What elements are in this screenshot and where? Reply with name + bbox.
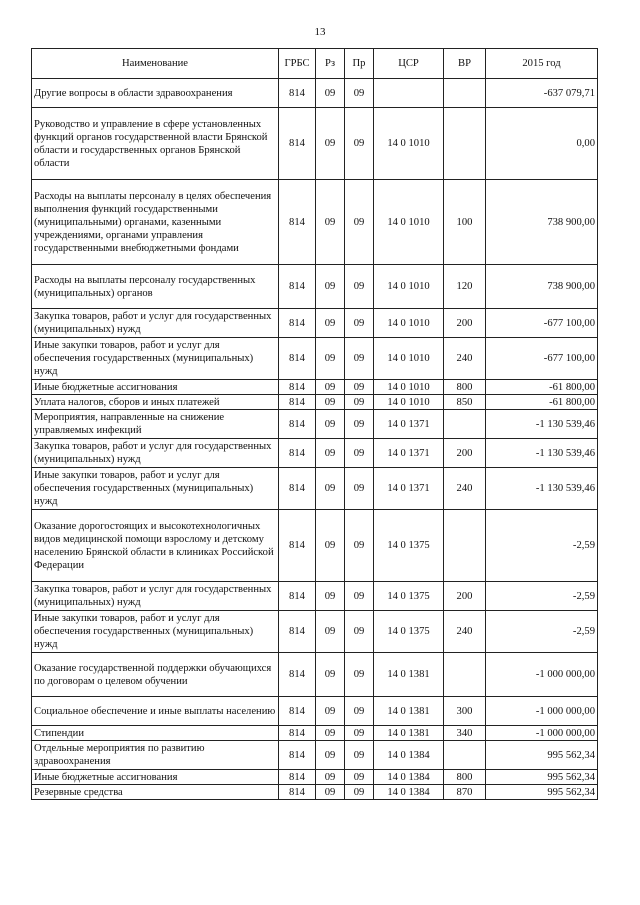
cell-vr: 240 (444, 611, 486, 653)
cell-grbs: 814 (279, 697, 316, 726)
header-grbs: ГРБС (279, 49, 316, 79)
table-row (32, 785, 598, 800)
cell-pr: 09 (345, 395, 374, 410)
cell-pr: 09 (345, 741, 374, 770)
cell-grbs: 814 (279, 582, 316, 611)
table-row (32, 380, 598, 395)
cell-rz: 09 (316, 653, 345, 697)
cell-vr: 100 (444, 180, 486, 265)
cell-vr: 340 (444, 726, 486, 741)
cell-grbs: 814 (279, 611, 316, 653)
cell-rz: 09 (316, 265, 345, 309)
cell-amount: 995 562,34 (486, 785, 598, 800)
cell-grbs: 814 (279, 439, 316, 468)
cell-amount: 738 900,00 (486, 265, 598, 309)
cell-vr: 800 (444, 770, 486, 785)
cell-grbs: 814 (279, 380, 316, 395)
cell-pr: 09 (345, 468, 374, 510)
cell-amount: 995 562,34 (486, 741, 598, 770)
cell-csr: 14 0 1375 (374, 611, 444, 653)
cell-amount: -61 800,00 (486, 395, 598, 410)
cell-name: Расходы на выплаты персоналу в целях обеспечения выполнения функций государственными (муниципальными) органами, казенными учреждениями, органами управления государственными внебюджетными фондами (32, 180, 279, 265)
cell-name: Иные бюджетные ассигнования (32, 770, 279, 785)
table-row (32, 582, 598, 611)
cell-pr: 09 (345, 510, 374, 582)
cell-csr: 14 0 1375 (374, 510, 444, 582)
header-vr: ВР (444, 49, 486, 79)
cell-pr: 09 (345, 582, 374, 611)
cell-grbs: 814 (279, 510, 316, 582)
page-number: 13 (314, 26, 326, 38)
table-row (32, 653, 598, 697)
cell-csr: 14 0 1371 (374, 439, 444, 468)
table-row (32, 410, 598, 439)
cell-rz: 09 (316, 468, 345, 510)
header-year: 2015 год (486, 49, 598, 79)
cell-csr: 14 0 1010 (374, 380, 444, 395)
cell-amount: -1 130 539,46 (486, 468, 598, 510)
cell-csr: 14 0 1381 (374, 697, 444, 726)
budget-table (31, 48, 598, 800)
cell-name: Закупка товаров, работ и услуг для государственных (муниципальных) нужд (32, 582, 279, 611)
cell-csr: 14 0 1010 (374, 180, 444, 265)
cell-csr: 14 0 1371 (374, 410, 444, 439)
cell-grbs: 814 (279, 653, 316, 697)
cell-name: Уплата налогов, сборов и иных платежей (32, 395, 279, 410)
cell-csr: 14 0 1010 (374, 309, 444, 338)
cell-rz: 09 (316, 338, 345, 380)
cell-name: Стипендии (32, 726, 279, 741)
cell-pr: 09 (345, 611, 374, 653)
cell-pr: 09 (345, 726, 374, 741)
table-row (32, 726, 598, 741)
cell-grbs: 814 (279, 180, 316, 265)
cell-pr: 09 (345, 653, 374, 697)
cell-name: Расходы на выплаты персоналу государственных (муниципальных) органов (32, 265, 279, 309)
cell-vr: 800 (444, 380, 486, 395)
cell-amount: -677 100,00 (486, 309, 598, 338)
cell-name: Иные закупки товаров, работ и услуг для обеспечения государственных (муниципальных) нужд (32, 338, 279, 380)
cell-name: Руководство и управление в сфере установленных функций органов государственной власти Брянской области и государственных органов Брянской области (32, 108, 279, 180)
cell-vr: 850 (444, 395, 486, 410)
cell-name: Иные бюджетные ассигнования (32, 380, 279, 395)
table-row (32, 770, 598, 785)
header-rz: Рз (316, 49, 345, 79)
cell-grbs: 814 (279, 108, 316, 180)
cell-amount: 738 900,00 (486, 180, 598, 265)
cell-rz: 09 (316, 108, 345, 180)
cell-pr: 09 (345, 180, 374, 265)
cell-pr: 09 (345, 380, 374, 395)
cell-name: Оказание государственной поддержки обучающихся по договорам о целевом обучении (32, 653, 279, 697)
cell-name: Закупка товаров, работ и услуг для государственных (муниципальных) нужд (32, 439, 279, 468)
cell-amount: 995 562,34 (486, 770, 598, 785)
cell-amount: -637 079,71 (486, 79, 598, 108)
cell-grbs: 814 (279, 265, 316, 309)
cell-rz: 09 (316, 410, 345, 439)
cell-name: Социальное обеспечение и иные выплаты населению (32, 697, 279, 726)
table-row (32, 79, 598, 108)
cell-rz: 09 (316, 439, 345, 468)
table-row (32, 741, 598, 770)
cell-pr: 09 (345, 265, 374, 309)
cell-csr: 14 0 1381 (374, 653, 444, 697)
cell-rz: 09 (316, 510, 345, 582)
cell-amount: -2,59 (486, 510, 598, 582)
table-row (32, 338, 598, 380)
cell-vr (444, 653, 486, 697)
cell-csr: 14 0 1384 (374, 785, 444, 800)
cell-csr: 14 0 1010 (374, 108, 444, 180)
cell-pr: 09 (345, 338, 374, 380)
cell-grbs: 814 (279, 785, 316, 800)
cell-amount: -1 130 539,46 (486, 439, 598, 468)
table-row (32, 108, 598, 180)
cell-pr: 09 (345, 785, 374, 800)
cell-pr: 09 (345, 108, 374, 180)
cell-pr: 09 (345, 697, 374, 726)
table-row (32, 439, 598, 468)
cell-grbs: 814 (279, 410, 316, 439)
cell-vr: 200 (444, 309, 486, 338)
table-row (32, 309, 598, 338)
cell-name: Другие вопросы в области здравоохранения (32, 79, 279, 108)
cell-name: Отдельные мероприятия по развитию здравоохранения (32, 741, 279, 770)
cell-pr: 09 (345, 309, 374, 338)
table-row (32, 611, 598, 653)
cell-name: Иные закупки товаров, работ и услуг для обеспечения государственных (муниципальных) нужд (32, 468, 279, 510)
cell-csr: 14 0 1371 (374, 468, 444, 510)
cell-csr: 14 0 1010 (374, 395, 444, 410)
cell-grbs: 814 (279, 741, 316, 770)
cell-amount: -1 000 000,00 (486, 697, 598, 726)
cell-rz: 09 (316, 611, 345, 653)
cell-vr (444, 108, 486, 180)
cell-name: Резервные средства (32, 785, 279, 800)
cell-grbs: 814 (279, 770, 316, 785)
cell-grbs: 814 (279, 395, 316, 410)
cell-grbs: 814 (279, 468, 316, 510)
cell-rz: 09 (316, 582, 345, 611)
header-csr: ЦСР (374, 49, 444, 79)
table-row (32, 395, 598, 410)
cell-vr: 300 (444, 697, 486, 726)
cell-rz: 09 (316, 309, 345, 338)
cell-grbs: 814 (279, 309, 316, 338)
cell-rz: 09 (316, 785, 345, 800)
cell-csr: 14 0 1381 (374, 726, 444, 741)
cell-vr (444, 741, 486, 770)
cell-pr: 09 (345, 770, 374, 785)
cell-vr: 240 (444, 338, 486, 380)
cell-vr (444, 510, 486, 582)
cell-grbs: 814 (279, 338, 316, 380)
cell-amount: -1 000 000,00 (486, 726, 598, 741)
cell-vr: 240 (444, 468, 486, 510)
table-header-row (32, 49, 598, 79)
cell-rz: 09 (316, 180, 345, 265)
cell-rz: 09 (316, 380, 345, 395)
cell-rz: 09 (316, 741, 345, 770)
cell-amount: -1 000 000,00 (486, 653, 598, 697)
cell-amount: -2,59 (486, 611, 598, 653)
cell-grbs: 814 (279, 79, 316, 108)
cell-rz: 09 (316, 770, 345, 785)
cell-amount: -2,59 (486, 582, 598, 611)
cell-pr: 09 (345, 79, 374, 108)
cell-csr: 14 0 1375 (374, 582, 444, 611)
cell-amount: -61 800,00 (486, 380, 598, 395)
cell-csr (374, 79, 444, 108)
table-row (32, 697, 598, 726)
header-name: Наименование (32, 49, 279, 79)
cell-rz: 09 (316, 697, 345, 726)
table-row (32, 265, 598, 309)
cell-csr: 14 0 1010 (374, 265, 444, 309)
cell-rz: 09 (316, 395, 345, 410)
cell-vr (444, 79, 486, 108)
table-row (32, 510, 598, 582)
cell-vr: 870 (444, 785, 486, 800)
cell-pr: 09 (345, 439, 374, 468)
cell-amount: -1 130 539,46 (486, 410, 598, 439)
cell-csr: 14 0 1010 (374, 338, 444, 380)
cell-name: Мероприятия, направленные на снижение управляемых инфекций (32, 410, 279, 439)
cell-name: Иные закупки товаров, работ и услуг для обеспечения государственных (муниципальных) нужд (32, 611, 279, 653)
cell-name: Закупка товаров, работ и услуг для государственных (муниципальных) нужд (32, 309, 279, 338)
cell-vr: 120 (444, 265, 486, 309)
table-row (32, 180, 598, 265)
cell-pr: 09 (345, 410, 374, 439)
cell-rz: 09 (316, 726, 345, 741)
cell-name: Оказание дорогостоящих и высокотехнологичных видов медицинской помощи взрослому и детскому населению Брянской области в клиниках Российской Федерации (32, 510, 279, 582)
cell-csr: 14 0 1384 (374, 770, 444, 785)
table-row (32, 468, 598, 510)
cell-vr: 200 (444, 439, 486, 468)
cell-grbs: 814 (279, 726, 316, 741)
cell-rz: 09 (316, 79, 345, 108)
cell-vr (444, 410, 486, 439)
cell-amount: 0,00 (486, 108, 598, 180)
cell-csr: 14 0 1384 (374, 741, 444, 770)
header-pr: Пр (345, 49, 374, 79)
cell-amount: -677 100,00 (486, 338, 598, 380)
cell-vr: 200 (444, 582, 486, 611)
